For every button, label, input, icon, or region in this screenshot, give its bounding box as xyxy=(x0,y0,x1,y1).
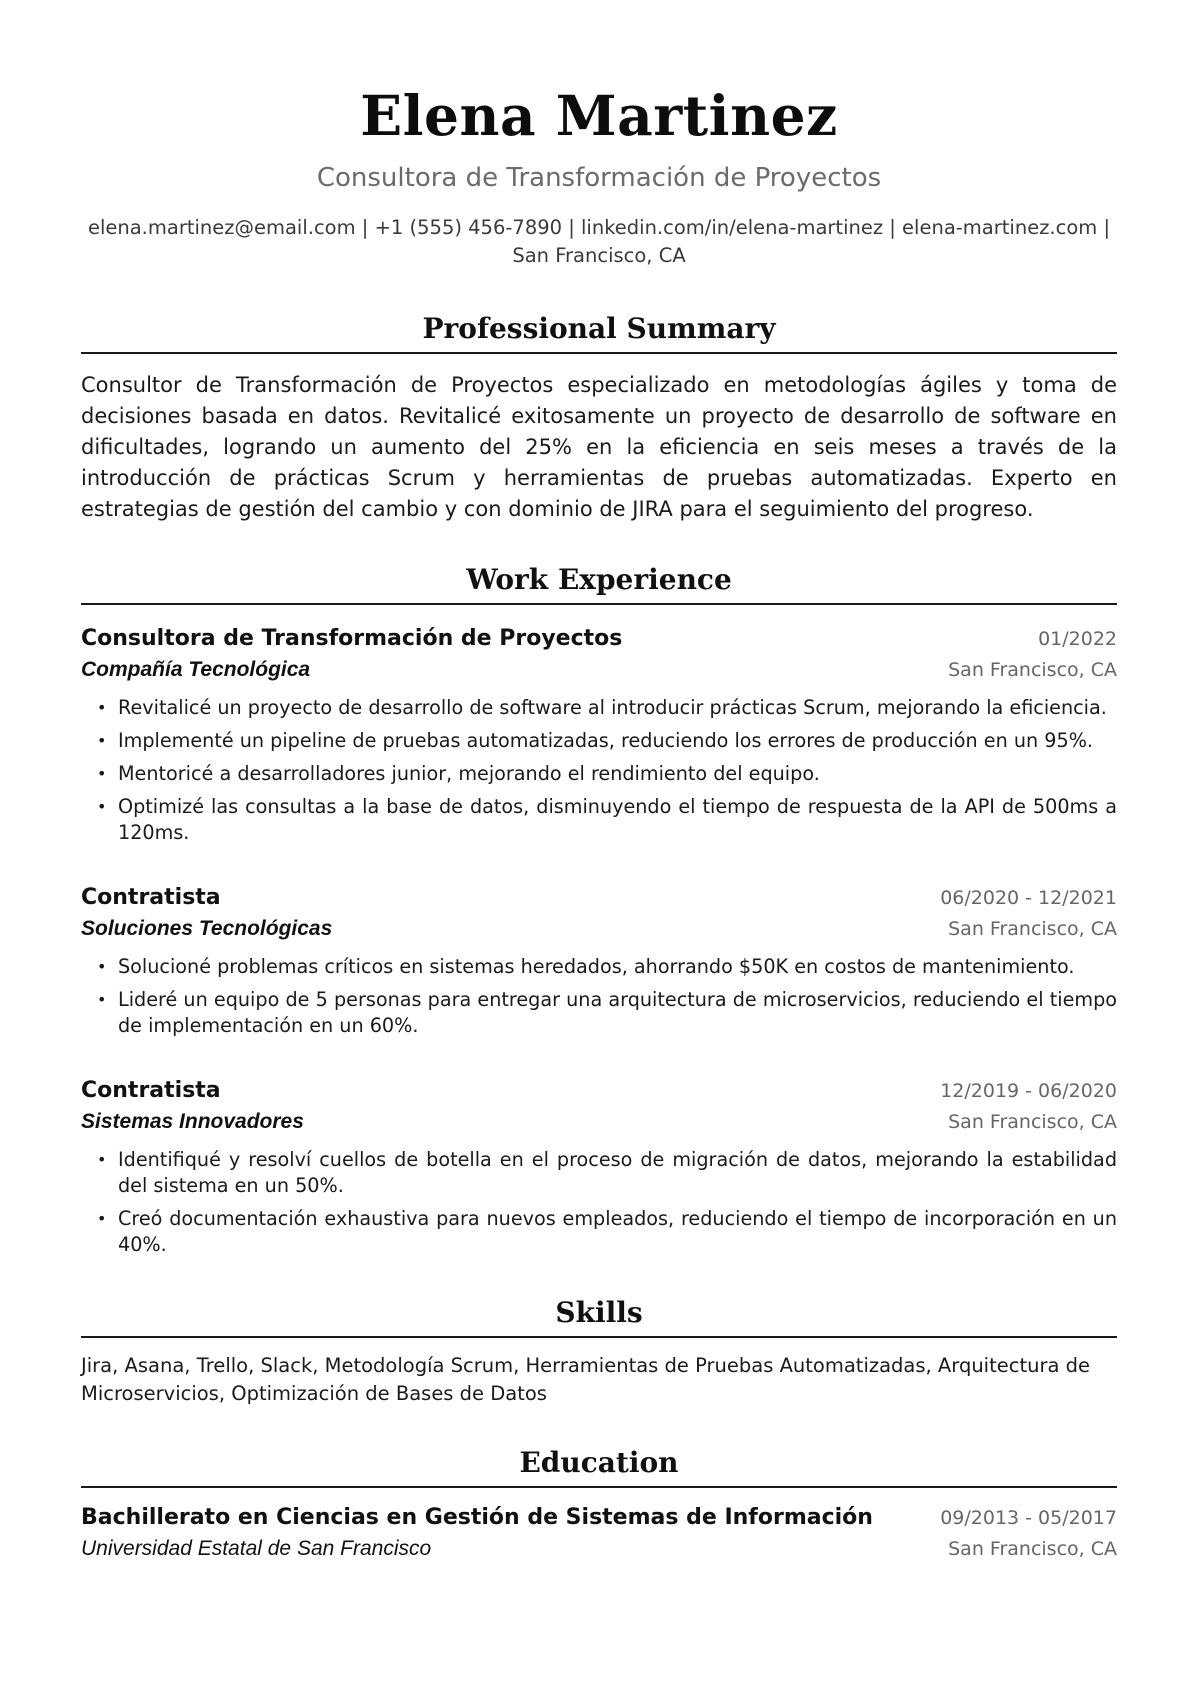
bullet-icon: • xyxy=(97,990,107,1009)
school-name: Universidad Estatal de San Francisco xyxy=(81,1537,432,1560)
section-heading-skills: Skills xyxy=(81,1294,1117,1338)
bullet-icon: • xyxy=(97,1150,107,1169)
bullet-text: Creó documentación exhaustiva para nuevos empleados, reduciendo el tiempo de incorporación en un 40%. xyxy=(118,1207,1117,1256)
job-location: San Francisco, CA xyxy=(948,1111,1117,1133)
list-item xyxy=(81,1147,1117,1199)
bullet-text: Mentoricé a desarrolladores junior, mejorando el rendimiento del equipo. xyxy=(118,762,820,785)
job-title: Consultora de Transformación de Proyectos xyxy=(81,626,623,651)
degree-title: Bachillerato en Ciencias en Gestión de Sistemas de Información xyxy=(81,1505,873,1530)
bullet-icon: • xyxy=(97,764,107,783)
list-item xyxy=(81,1206,1117,1258)
experience-section xyxy=(81,561,1117,1258)
section-heading-education: Education xyxy=(81,1444,1117,1488)
job-entry xyxy=(81,882,1117,1039)
bullet-text: Optimizé las consultas a la base de datos, disminuyendo el tiempo de respuesta de la API de 500ms a 120ms. xyxy=(118,795,1117,844)
skills-section xyxy=(81,1294,1117,1408)
summary-text: Consultor de Transformación de Proyectos especializado en metodologías ágiles y toma de decisiones basada en datos. Revitalicé exitosamente un proyecto de desarrollo de software en dificultades, logrando un aumento del 25% en la eficiencia en seis meses a través de la introducción de prácticas Scrum y herramientas de pruebas automatizadas. Experto en estrategias de gestión del cambio y con dominio de JIRA para el seguimiento del progreso. xyxy=(81,373,1117,521)
candidate-name: Elena Martinez xyxy=(360,83,838,148)
job-date: 12/2019 - 06/2020 xyxy=(940,1080,1117,1102)
bullet-text: Implementé un pipeline de pruebas automatizadas, reduciendo los errores de producción en un 95%. xyxy=(118,729,1094,752)
education-date: 09/2013 - 05/2017 xyxy=(940,1507,1117,1529)
bullet-icon: • xyxy=(97,797,107,816)
bullet-icon: • xyxy=(97,731,107,750)
list-item xyxy=(81,728,1117,754)
job-company: Sistemas Innovadores xyxy=(81,1110,304,1133)
list-item xyxy=(81,761,1117,787)
job-title: Contratista xyxy=(81,1078,221,1103)
section-heading-experience: Work Experience xyxy=(81,561,1117,605)
job-bullets xyxy=(81,695,1117,846)
job-bullets xyxy=(81,954,1117,1039)
list-item xyxy=(81,987,1117,1039)
bullet-text: Lideré un equipo de 5 personas para entregar una arquitectura de microservicios, reduciendo el tiempo de implementación en un 60%. xyxy=(118,988,1117,1037)
bullet-text: Solucioné problemas críticos en sistemas heredados, ahorrando $50K en costos de mantenimiento. xyxy=(118,955,1075,978)
education-entry xyxy=(81,1502,1117,1564)
education-section xyxy=(81,1444,1117,1564)
job-date: 01/2022 xyxy=(1038,628,1117,650)
summary-section xyxy=(81,310,1117,525)
bullet-icon: • xyxy=(97,957,107,976)
contact-line: elena.martinez@email.com | +1 (555) 456-7890 | linkedin.com/in/elena-martinez | elena-martinez.com | San Francisco, CA xyxy=(87,216,1111,267)
job-company: Soluciones Tecnológicas xyxy=(81,917,333,940)
bullet-icon: • xyxy=(97,1209,107,1228)
bullet-text: Identifiqué y resolví cuellos de botella en el proceso de migración de datos, mejorando la estabilidad del sistema en un 50%. xyxy=(118,1148,1117,1197)
job-location: San Francisco, CA xyxy=(948,918,1117,940)
list-item xyxy=(81,954,1117,980)
bullet-text: Revitalicé un proyecto de desarrollo de software al introducir prácticas Scrum, mejorando la eficiencia. xyxy=(118,696,1107,719)
list-item xyxy=(81,794,1117,846)
job-company: Compañía Tecnológica xyxy=(81,658,311,681)
education-location: San Francisco, CA xyxy=(948,1538,1117,1560)
job-title: Contratista xyxy=(81,885,221,910)
section-heading-summary: Professional Summary xyxy=(81,310,1117,354)
job-entry xyxy=(81,1075,1117,1258)
job-bullets xyxy=(81,1147,1117,1258)
job-entry xyxy=(81,623,1117,846)
candidate-title: Consultora de Transformación de Proyectos xyxy=(316,163,882,193)
skills-text: Jira, Asana, Trello, Slack, Metodología Scrum, Herramientas de Pruebas Automatizadas, Arquitectura de Microservicios, Optimización de Bases de Datos xyxy=(81,1354,1091,1405)
bullet-icon: • xyxy=(97,698,107,717)
list-item xyxy=(81,695,1117,721)
job-location: San Francisco, CA xyxy=(948,659,1117,681)
job-date: 06/2020 - 12/2021 xyxy=(940,887,1117,909)
resume-page xyxy=(81,80,1117,1564)
